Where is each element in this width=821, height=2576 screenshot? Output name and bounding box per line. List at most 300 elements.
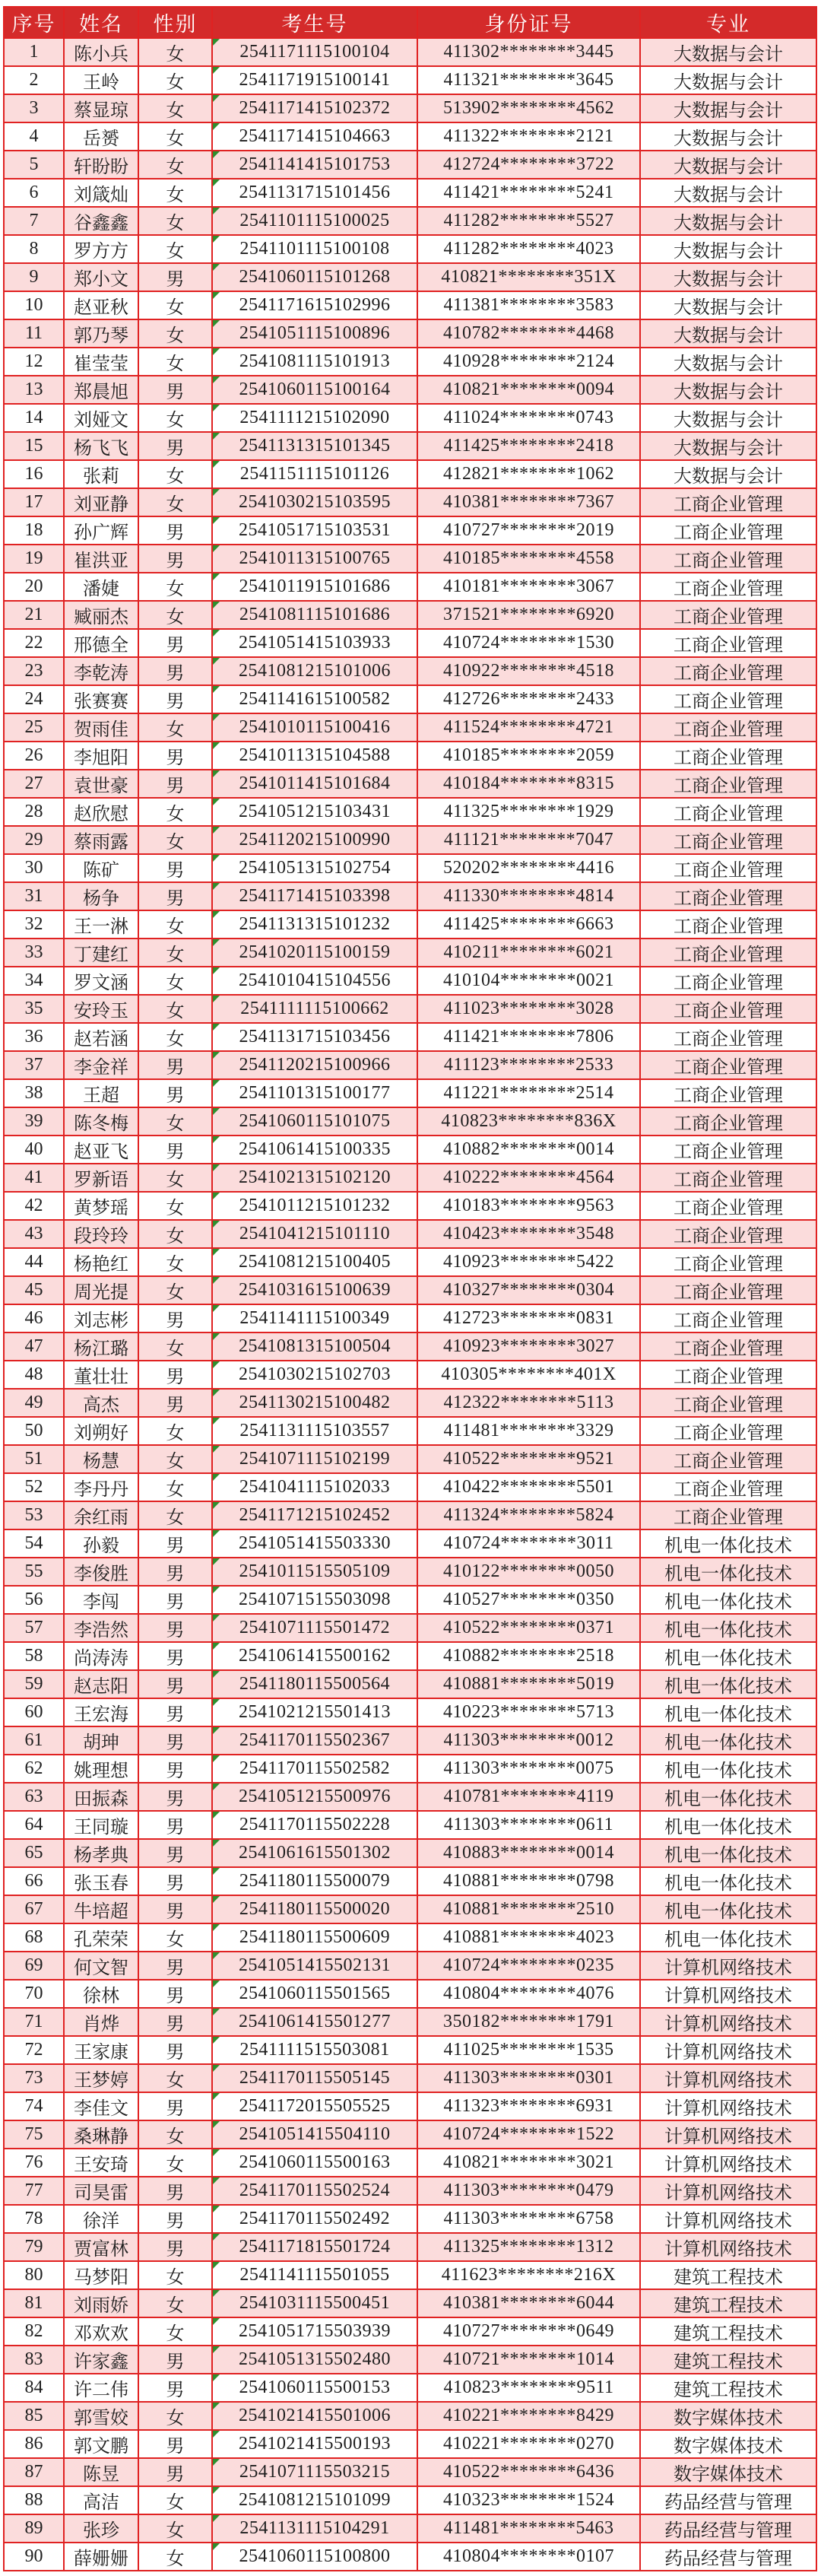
green-triangle-icon bbox=[213, 2487, 220, 2494]
green-triangle-icon bbox=[213, 1952, 220, 1959]
cell-exam_no: 2541071515503098 bbox=[212, 1586, 417, 1614]
cell-name: 王一淋 bbox=[64, 910, 138, 939]
cell-major: 工商企业管理 bbox=[640, 1501, 816, 1529]
cell-id_no: 411123********2533 bbox=[417, 1051, 640, 1079]
cell-gender: 男 bbox=[138, 2458, 212, 2486]
cell-id_no: 410222********4564 bbox=[417, 1164, 640, 1192]
cell-name: 贾富林 bbox=[64, 2233, 138, 2261]
table-row bbox=[4, 601, 816, 629]
cell-index: 67 bbox=[4, 1895, 64, 1923]
cell-name: 崔莹莹 bbox=[64, 348, 138, 376]
green-triangle-icon bbox=[213, 2431, 220, 2438]
cell-name: 高杰 bbox=[64, 1389, 138, 1417]
table-row bbox=[4, 2092, 816, 2120]
green-triangle-icon bbox=[213, 39, 220, 46]
cell-name: 张莉 bbox=[64, 460, 138, 488]
green-triangle-icon bbox=[213, 405, 220, 411]
table-row bbox=[4, 1952, 816, 1980]
table-row bbox=[4, 685, 816, 713]
cell-exam_no: 2541010415104556 bbox=[212, 967, 417, 995]
student-roster-table bbox=[3, 6, 817, 2571]
cell-major: 工商企业管理 bbox=[640, 1473, 816, 1501]
cell-id_no: 410881********4023 bbox=[417, 1923, 640, 1952]
cell-index: 16 bbox=[4, 460, 64, 488]
cell-major: 机电一体化技术 bbox=[640, 1755, 816, 1783]
cell-exam_no: 2541060115501565 bbox=[212, 1980, 417, 2008]
cell-name: 陈昱 bbox=[64, 2458, 138, 2486]
green-triangle-icon bbox=[213, 2037, 220, 2044]
cell-name: 袁世豪 bbox=[64, 770, 138, 798]
table-row bbox=[4, 2008, 816, 2036]
cell-gender: 女 bbox=[138, 1473, 212, 1501]
column-header-index: 序号 bbox=[4, 7, 64, 38]
cell-exam_no: 2541060115101075 bbox=[212, 1107, 417, 1136]
cell-major: 大数据与会计 bbox=[640, 151, 816, 179]
green-triangle-icon bbox=[213, 883, 220, 890]
cell-id_no: 410527********0350 bbox=[417, 1586, 640, 1614]
cell-index: 49 bbox=[4, 1389, 64, 1417]
table-row bbox=[4, 2514, 816, 2543]
cell-exam_no: 2541021415500193 bbox=[212, 2430, 417, 2458]
cell-name: 何文智 bbox=[64, 1952, 138, 1980]
table-row bbox=[4, 798, 816, 826]
cell-id_no: 411303********0479 bbox=[417, 2177, 640, 2205]
cell-name: 杨飞飞 bbox=[64, 432, 138, 460]
cell-gender: 男 bbox=[138, 1136, 212, 1164]
cell-name: 郭乃琴 bbox=[64, 319, 138, 348]
table-row bbox=[4, 910, 816, 939]
green-triangle-icon bbox=[213, 1643, 220, 1650]
table-row bbox=[4, 1023, 816, 1051]
cell-index: 13 bbox=[4, 376, 64, 404]
green-triangle-icon bbox=[213, 264, 220, 271]
cell-exam_no: 2541081215101006 bbox=[212, 657, 417, 685]
green-triangle-icon bbox=[213, 1474, 220, 1481]
cell-exam_no: 2541060115100164 bbox=[212, 376, 417, 404]
cell-id_no: 411421********7806 bbox=[417, 1023, 640, 1051]
cell-major: 工商企业管理 bbox=[640, 516, 816, 545]
cell-exam_no: 2541170115502492 bbox=[212, 2205, 417, 2233]
green-triangle-icon bbox=[213, 2093, 220, 2100]
cell-index: 70 bbox=[4, 1980, 64, 2008]
cell-index: 24 bbox=[4, 685, 64, 713]
cell-exam_no: 2541081315100504 bbox=[212, 1332, 417, 1361]
column-header-major: 专业 bbox=[640, 7, 816, 38]
cell-major: 建筑工程技术 bbox=[640, 2346, 816, 2374]
green-triangle-icon bbox=[213, 742, 220, 749]
cell-major: 工商企业管理 bbox=[640, 798, 816, 826]
cell-exam_no: 2541010115100416 bbox=[212, 713, 417, 742]
cell-exam_no: 2541051315102754 bbox=[212, 854, 417, 882]
cell-gender: 男 bbox=[138, 2346, 212, 2374]
cell-gender: 男 bbox=[138, 1895, 212, 1923]
cell-major: 计算机网络技术 bbox=[640, 2036, 816, 2064]
cell-index: 65 bbox=[4, 1839, 64, 1867]
cell-major: 大数据与会计 bbox=[640, 66, 816, 94]
cell-exam_no: 2541111115100662 bbox=[212, 995, 417, 1023]
cell-index: 90 bbox=[4, 2543, 64, 2571]
cell-name: 尚涛涛 bbox=[64, 1642, 138, 1670]
table-row bbox=[4, 2374, 816, 2402]
green-triangle-icon bbox=[213, 911, 220, 918]
cell-id_no: 411324********5824 bbox=[417, 1501, 640, 1529]
cell-major: 工商企业管理 bbox=[640, 995, 816, 1023]
cell-id_no: 410721********1014 bbox=[417, 2346, 640, 2374]
table-row bbox=[4, 1473, 816, 1501]
cell-exam_no: 2541131315101232 bbox=[212, 910, 417, 939]
cell-gender: 男 bbox=[138, 1361, 212, 1389]
header-row bbox=[4, 7, 816, 38]
cell-major: 工商企业管理 bbox=[640, 657, 816, 685]
table-row bbox=[4, 1867, 816, 1895]
cell-id_no: 411524********4721 bbox=[417, 713, 640, 742]
cell-gender: 男 bbox=[138, 2036, 212, 2064]
cell-major: 工商企业管理 bbox=[640, 488, 816, 516]
cell-name: 胡珅 bbox=[64, 1726, 138, 1755]
column-header-gender: 性别 bbox=[138, 7, 212, 38]
cell-major: 机电一体化技术 bbox=[640, 1839, 816, 1867]
cell-index: 62 bbox=[4, 1755, 64, 1783]
cell-index: 77 bbox=[4, 2177, 64, 2205]
cell-gender: 女 bbox=[138, 38, 212, 66]
cell-major: 计算机网络技术 bbox=[640, 2008, 816, 2036]
cell-major: 工商企业管理 bbox=[640, 1445, 816, 1473]
cell-id_no: 410804********4076 bbox=[417, 1980, 640, 2008]
column-header-exam-no: 考生号 bbox=[212, 7, 417, 38]
cell-id_no: 411425********6663 bbox=[417, 910, 640, 939]
table-row bbox=[4, 770, 816, 798]
green-triangle-icon bbox=[213, 2149, 220, 2156]
cell-id_no: 410184********8315 bbox=[417, 770, 640, 798]
table-row bbox=[4, 854, 816, 882]
cell-gender: 女 bbox=[138, 235, 212, 263]
cell-gender: 女 bbox=[138, 1332, 212, 1361]
cell-gender: 男 bbox=[138, 1558, 212, 1586]
cell-gender: 男 bbox=[138, 1980, 212, 2008]
cell-index: 21 bbox=[4, 601, 64, 629]
cell-major: 大数据与会计 bbox=[640, 38, 816, 66]
table-row bbox=[4, 1220, 816, 1248]
table-row bbox=[4, 1586, 816, 1614]
green-triangle-icon bbox=[213, 1840, 220, 1847]
cell-id_no: 411425********2418 bbox=[417, 432, 640, 460]
cell-id_no: 410923********5422 bbox=[417, 1248, 640, 1276]
green-triangle-icon bbox=[213, 433, 220, 440]
cell-major: 大数据与会计 bbox=[640, 376, 816, 404]
cell-exam_no: 2541051415502131 bbox=[212, 1952, 417, 1980]
table-row bbox=[4, 2205, 816, 2233]
green-triangle-icon bbox=[213, 2009, 220, 2015]
cell-major: 工商企业管理 bbox=[640, 770, 816, 798]
cell-id_no: 410781********4119 bbox=[417, 1783, 640, 1811]
cell-id_no: 410327********0304 bbox=[417, 1276, 640, 1304]
cell-id_no: 410821********3021 bbox=[417, 2149, 640, 2177]
cell-index: 4 bbox=[4, 122, 64, 151]
table-row bbox=[4, 1980, 816, 2008]
cell-major: 建筑工程技术 bbox=[640, 2261, 816, 2289]
cell-exam_no: 2541021215501413 bbox=[212, 1698, 417, 1726]
cell-exam_no: 2541141115501055 bbox=[212, 2261, 417, 2289]
cell-name: 许二伟 bbox=[64, 2374, 138, 2402]
cell-id_no: 410185********4558 bbox=[417, 545, 640, 573]
table-row bbox=[4, 1558, 816, 1586]
cell-exam_no: 2541061615501302 bbox=[212, 1839, 417, 1867]
cell-major: 工商企业管理 bbox=[640, 742, 816, 770]
cell-major: 大数据与会计 bbox=[640, 263, 816, 291]
table-row bbox=[4, 657, 816, 685]
cell-exam_no: 2541081215101099 bbox=[212, 2486, 417, 2514]
cell-gender: 女 bbox=[138, 573, 212, 601]
cell-gender: 女 bbox=[138, 1192, 212, 1220]
cell-name: 邓欢欢 bbox=[64, 2317, 138, 2346]
green-triangle-icon bbox=[213, 1587, 220, 1593]
cell-gender: 女 bbox=[138, 319, 212, 348]
green-triangle-icon bbox=[213, 123, 220, 130]
cell-name: 王同璇 bbox=[64, 1811, 138, 1839]
cell-major: 计算机网络技术 bbox=[640, 2064, 816, 2092]
cell-id_no: 410185********2059 bbox=[417, 742, 640, 770]
cell-id_no: 410724********0235 bbox=[417, 1952, 640, 1980]
green-triangle-icon bbox=[213, 1080, 220, 1087]
cell-gender: 男 bbox=[138, 2233, 212, 2261]
cell-index: 63 bbox=[4, 1783, 64, 1811]
table-row bbox=[4, 1501, 816, 1529]
cell-exam_no: 2541170115502524 bbox=[212, 2177, 417, 2205]
cell-major: 工商企业管理 bbox=[640, 1107, 816, 1136]
cell-id_no: 411303********0611 bbox=[417, 1811, 640, 1839]
cell-id_no: 411325********1312 bbox=[417, 2233, 640, 2261]
cell-gender: 男 bbox=[138, 2374, 212, 2402]
cell-name: 臧丽杰 bbox=[64, 601, 138, 629]
table-row bbox=[4, 1136, 816, 1164]
cell-major: 机电一体化技术 bbox=[640, 1698, 816, 1726]
cell-major: 工商企业管理 bbox=[640, 910, 816, 939]
cell-exam_no: 2541101315100177 bbox=[212, 1079, 417, 1107]
cell-exam_no: 2541030215103595 bbox=[212, 488, 417, 516]
cell-exam_no: 2541071115501472 bbox=[212, 1614, 417, 1642]
cell-index: 32 bbox=[4, 910, 64, 939]
cell-exam_no: 2541141615100582 bbox=[212, 685, 417, 713]
cell-id_no: 411121********7047 bbox=[417, 826, 640, 854]
cell-id_no: 410881********5019 bbox=[417, 1670, 640, 1698]
cell-exam_no: 2541131115104291 bbox=[212, 2514, 417, 2543]
table-row bbox=[4, 1051, 816, 1079]
cell-name: 余红雨 bbox=[64, 1501, 138, 1529]
cell-id_no: 411023********3028 bbox=[417, 995, 640, 1023]
table-row bbox=[4, 629, 816, 657]
cell-major: 机电一体化技术 bbox=[640, 1867, 816, 1895]
cell-name: 贺雨佳 bbox=[64, 713, 138, 742]
cell-exam_no: 2541021315102120 bbox=[212, 1164, 417, 1192]
cell-id_no: 410423********3548 bbox=[417, 1220, 640, 1248]
cell-name: 赵若涵 bbox=[64, 1023, 138, 1051]
table-row bbox=[4, 882, 816, 910]
cell-index: 74 bbox=[4, 2092, 64, 2120]
cell-name: 蔡显琼 bbox=[64, 94, 138, 122]
cell-exam_no: 2541081115101686 bbox=[212, 601, 417, 629]
cell-id_no: 410823********9511 bbox=[417, 2374, 640, 2402]
cell-exam_no: 2541051115100896 bbox=[212, 319, 417, 348]
cell-exam_no: 2541011315104588 bbox=[212, 742, 417, 770]
cell-exam_no: 2541031615100639 bbox=[212, 1276, 417, 1304]
cell-id_no: 410211********6021 bbox=[417, 939, 640, 967]
cell-major: 工商企业管理 bbox=[640, 1023, 816, 1051]
cell-name: 李佳文 bbox=[64, 2092, 138, 2120]
cell-id_no: 410381********6044 bbox=[417, 2289, 640, 2317]
cell-index: 69 bbox=[4, 1952, 64, 1980]
cell-name: 高洁 bbox=[64, 2486, 138, 2514]
cell-name: 刘雨娇 bbox=[64, 2289, 138, 2317]
cell-gender: 女 bbox=[138, 488, 212, 516]
cell-id_no: 411302********3445 bbox=[417, 38, 640, 66]
green-triangle-icon bbox=[213, 1052, 220, 1059]
cell-exam_no: 2541180115500609 bbox=[212, 1923, 417, 1952]
cell-name: 潘婕 bbox=[64, 573, 138, 601]
cell-gender: 女 bbox=[138, 1923, 212, 1952]
green-triangle-icon bbox=[213, 2290, 220, 2297]
table-row bbox=[4, 2177, 816, 2205]
table-row bbox=[4, 151, 816, 179]
cell-name: 陈小兵 bbox=[64, 38, 138, 66]
cell-id_no: 371521********6920 bbox=[417, 601, 640, 629]
green-triangle-icon bbox=[213, 1136, 220, 1143]
table-row bbox=[4, 263, 816, 291]
cell-name: 杨艳红 bbox=[64, 1248, 138, 1276]
cell-id_no: 410381********7367 bbox=[417, 488, 640, 516]
cell-major: 工商企业管理 bbox=[640, 1361, 816, 1389]
cell-index: 71 bbox=[4, 2008, 64, 2036]
table-row bbox=[4, 2543, 816, 2571]
cell-name: 李旭阳 bbox=[64, 742, 138, 770]
table-row bbox=[4, 516, 816, 545]
green-triangle-icon bbox=[213, 1530, 220, 1537]
cell-gender: 男 bbox=[138, 2008, 212, 2036]
green-triangle-icon bbox=[213, 630, 220, 637]
cell-id_no: 410821********351X bbox=[417, 263, 640, 291]
cell-index: 46 bbox=[4, 1304, 64, 1332]
cell-index: 29 bbox=[4, 826, 64, 854]
table-body bbox=[4, 38, 816, 2571]
cell-gender: 女 bbox=[138, 1107, 212, 1136]
cell-major: 工商企业管理 bbox=[640, 1136, 816, 1164]
cell-name: 孔荣荣 bbox=[64, 1923, 138, 1952]
cell-exam_no: 2541061415100335 bbox=[212, 1136, 417, 1164]
cell-index: 40 bbox=[4, 1136, 64, 1164]
cell-name: 杨江璐 bbox=[64, 1332, 138, 1361]
table-row bbox=[4, 291, 816, 319]
cell-index: 78 bbox=[4, 2205, 64, 2233]
cell-name: 桑琳静 bbox=[64, 2120, 138, 2149]
cell-major: 大数据与会计 bbox=[640, 207, 816, 235]
cell-major: 机电一体化技术 bbox=[640, 1586, 816, 1614]
cell-major: 大数据与会计 bbox=[640, 404, 816, 432]
green-triangle-icon bbox=[213, 1727, 220, 1734]
table-row bbox=[4, 1895, 816, 1923]
table-row bbox=[4, 2120, 816, 2149]
green-triangle-icon bbox=[213, 1193, 220, 1199]
cell-index: 79 bbox=[4, 2233, 64, 2261]
table-row bbox=[4, 122, 816, 151]
cell-id_no: 411303********0012 bbox=[417, 1726, 640, 1755]
cell-index: 51 bbox=[4, 1445, 64, 1473]
cell-major: 数字媒体技术 bbox=[640, 2402, 816, 2430]
cell-name: 陈冬梅 bbox=[64, 1107, 138, 1136]
cell-index: 61 bbox=[4, 1726, 64, 1755]
cell-gender: 男 bbox=[138, 1079, 212, 1107]
cell-name: 杨孝典 bbox=[64, 1839, 138, 1867]
cell-gender: 女 bbox=[138, 2120, 212, 2149]
cell-major: 工商企业管理 bbox=[640, 601, 816, 629]
cell-name: 刘娅文 bbox=[64, 404, 138, 432]
cell-index: 2 bbox=[4, 66, 64, 94]
cell-id_no: 411303********0301 bbox=[417, 2064, 640, 2092]
cell-name: 王宏海 bbox=[64, 1698, 138, 1726]
cell-name: 郑晨旭 bbox=[64, 376, 138, 404]
table-row bbox=[4, 2289, 816, 2317]
cell-index: 47 bbox=[4, 1332, 64, 1361]
cell-name: 岳赟 bbox=[64, 122, 138, 151]
cell-exam_no: 2541011515505109 bbox=[212, 1558, 417, 1586]
cell-id_no: 410882********0014 bbox=[417, 1136, 640, 1164]
green-triangle-icon bbox=[213, 1699, 220, 1706]
cell-major: 工商企业管理 bbox=[640, 713, 816, 742]
cell-index: 89 bbox=[4, 2514, 64, 2543]
cell-id_no: 410522********6436 bbox=[417, 2458, 640, 2486]
cell-exam_no: 2541131715101456 bbox=[212, 179, 417, 207]
cell-name: 蔡雨露 bbox=[64, 826, 138, 854]
cell-exam_no: 2541060115100800 bbox=[212, 2543, 417, 2571]
green-triangle-icon bbox=[213, 2206, 220, 2212]
cell-major: 工商企业管理 bbox=[640, 1248, 816, 1276]
cell-index: 15 bbox=[4, 432, 64, 460]
cell-index: 9 bbox=[4, 263, 64, 291]
green-triangle-icon bbox=[213, 1418, 220, 1425]
cell-gender: 女 bbox=[138, 2261, 212, 2289]
cell-id_no: 410183********9563 bbox=[417, 1192, 640, 1220]
cell-exam_no: 2541021415501006 bbox=[212, 2402, 417, 2430]
cell-gender: 男 bbox=[138, 629, 212, 657]
cell-name: 赵欣慰 bbox=[64, 798, 138, 826]
cell-exam_no: 2541171415103398 bbox=[212, 882, 417, 910]
cell-id_no: 411330********4814 bbox=[417, 882, 640, 910]
cell-major: 数字媒体技术 bbox=[640, 2430, 816, 2458]
cell-id_no: 410928********2124 bbox=[417, 348, 640, 376]
table-row bbox=[4, 1614, 816, 1642]
cell-exam_no: 2541171215102452 bbox=[212, 1501, 417, 1529]
cell-gender: 女 bbox=[138, 1248, 212, 1276]
cell-name: 刘箴灿 bbox=[64, 179, 138, 207]
cell-index: 52 bbox=[4, 1473, 64, 1501]
table-row bbox=[4, 1529, 816, 1558]
cell-gender: 男 bbox=[138, 2177, 212, 2205]
table-row bbox=[4, 967, 816, 995]
cell-exam_no: 2541051215500976 bbox=[212, 1783, 417, 1811]
cell-name: 罗方方 bbox=[64, 235, 138, 263]
cell-id_no: 410522********0371 bbox=[417, 1614, 640, 1642]
cell-name: 王岭 bbox=[64, 66, 138, 94]
cell-exam_no: 2541171415102372 bbox=[212, 94, 417, 122]
cell-name: 徐林 bbox=[64, 1980, 138, 2008]
cell-name: 姚理想 bbox=[64, 1755, 138, 1783]
cell-gender: 男 bbox=[138, 1614, 212, 1642]
cell-index: 27 bbox=[4, 770, 64, 798]
cell-name: 郑小文 bbox=[64, 263, 138, 291]
table-row bbox=[4, 713, 816, 742]
table-row bbox=[4, 1389, 816, 1417]
cell-id_no: 411303********0075 bbox=[417, 1755, 640, 1783]
green-triangle-icon bbox=[213, 208, 220, 214]
table-row bbox=[4, 1248, 816, 1276]
